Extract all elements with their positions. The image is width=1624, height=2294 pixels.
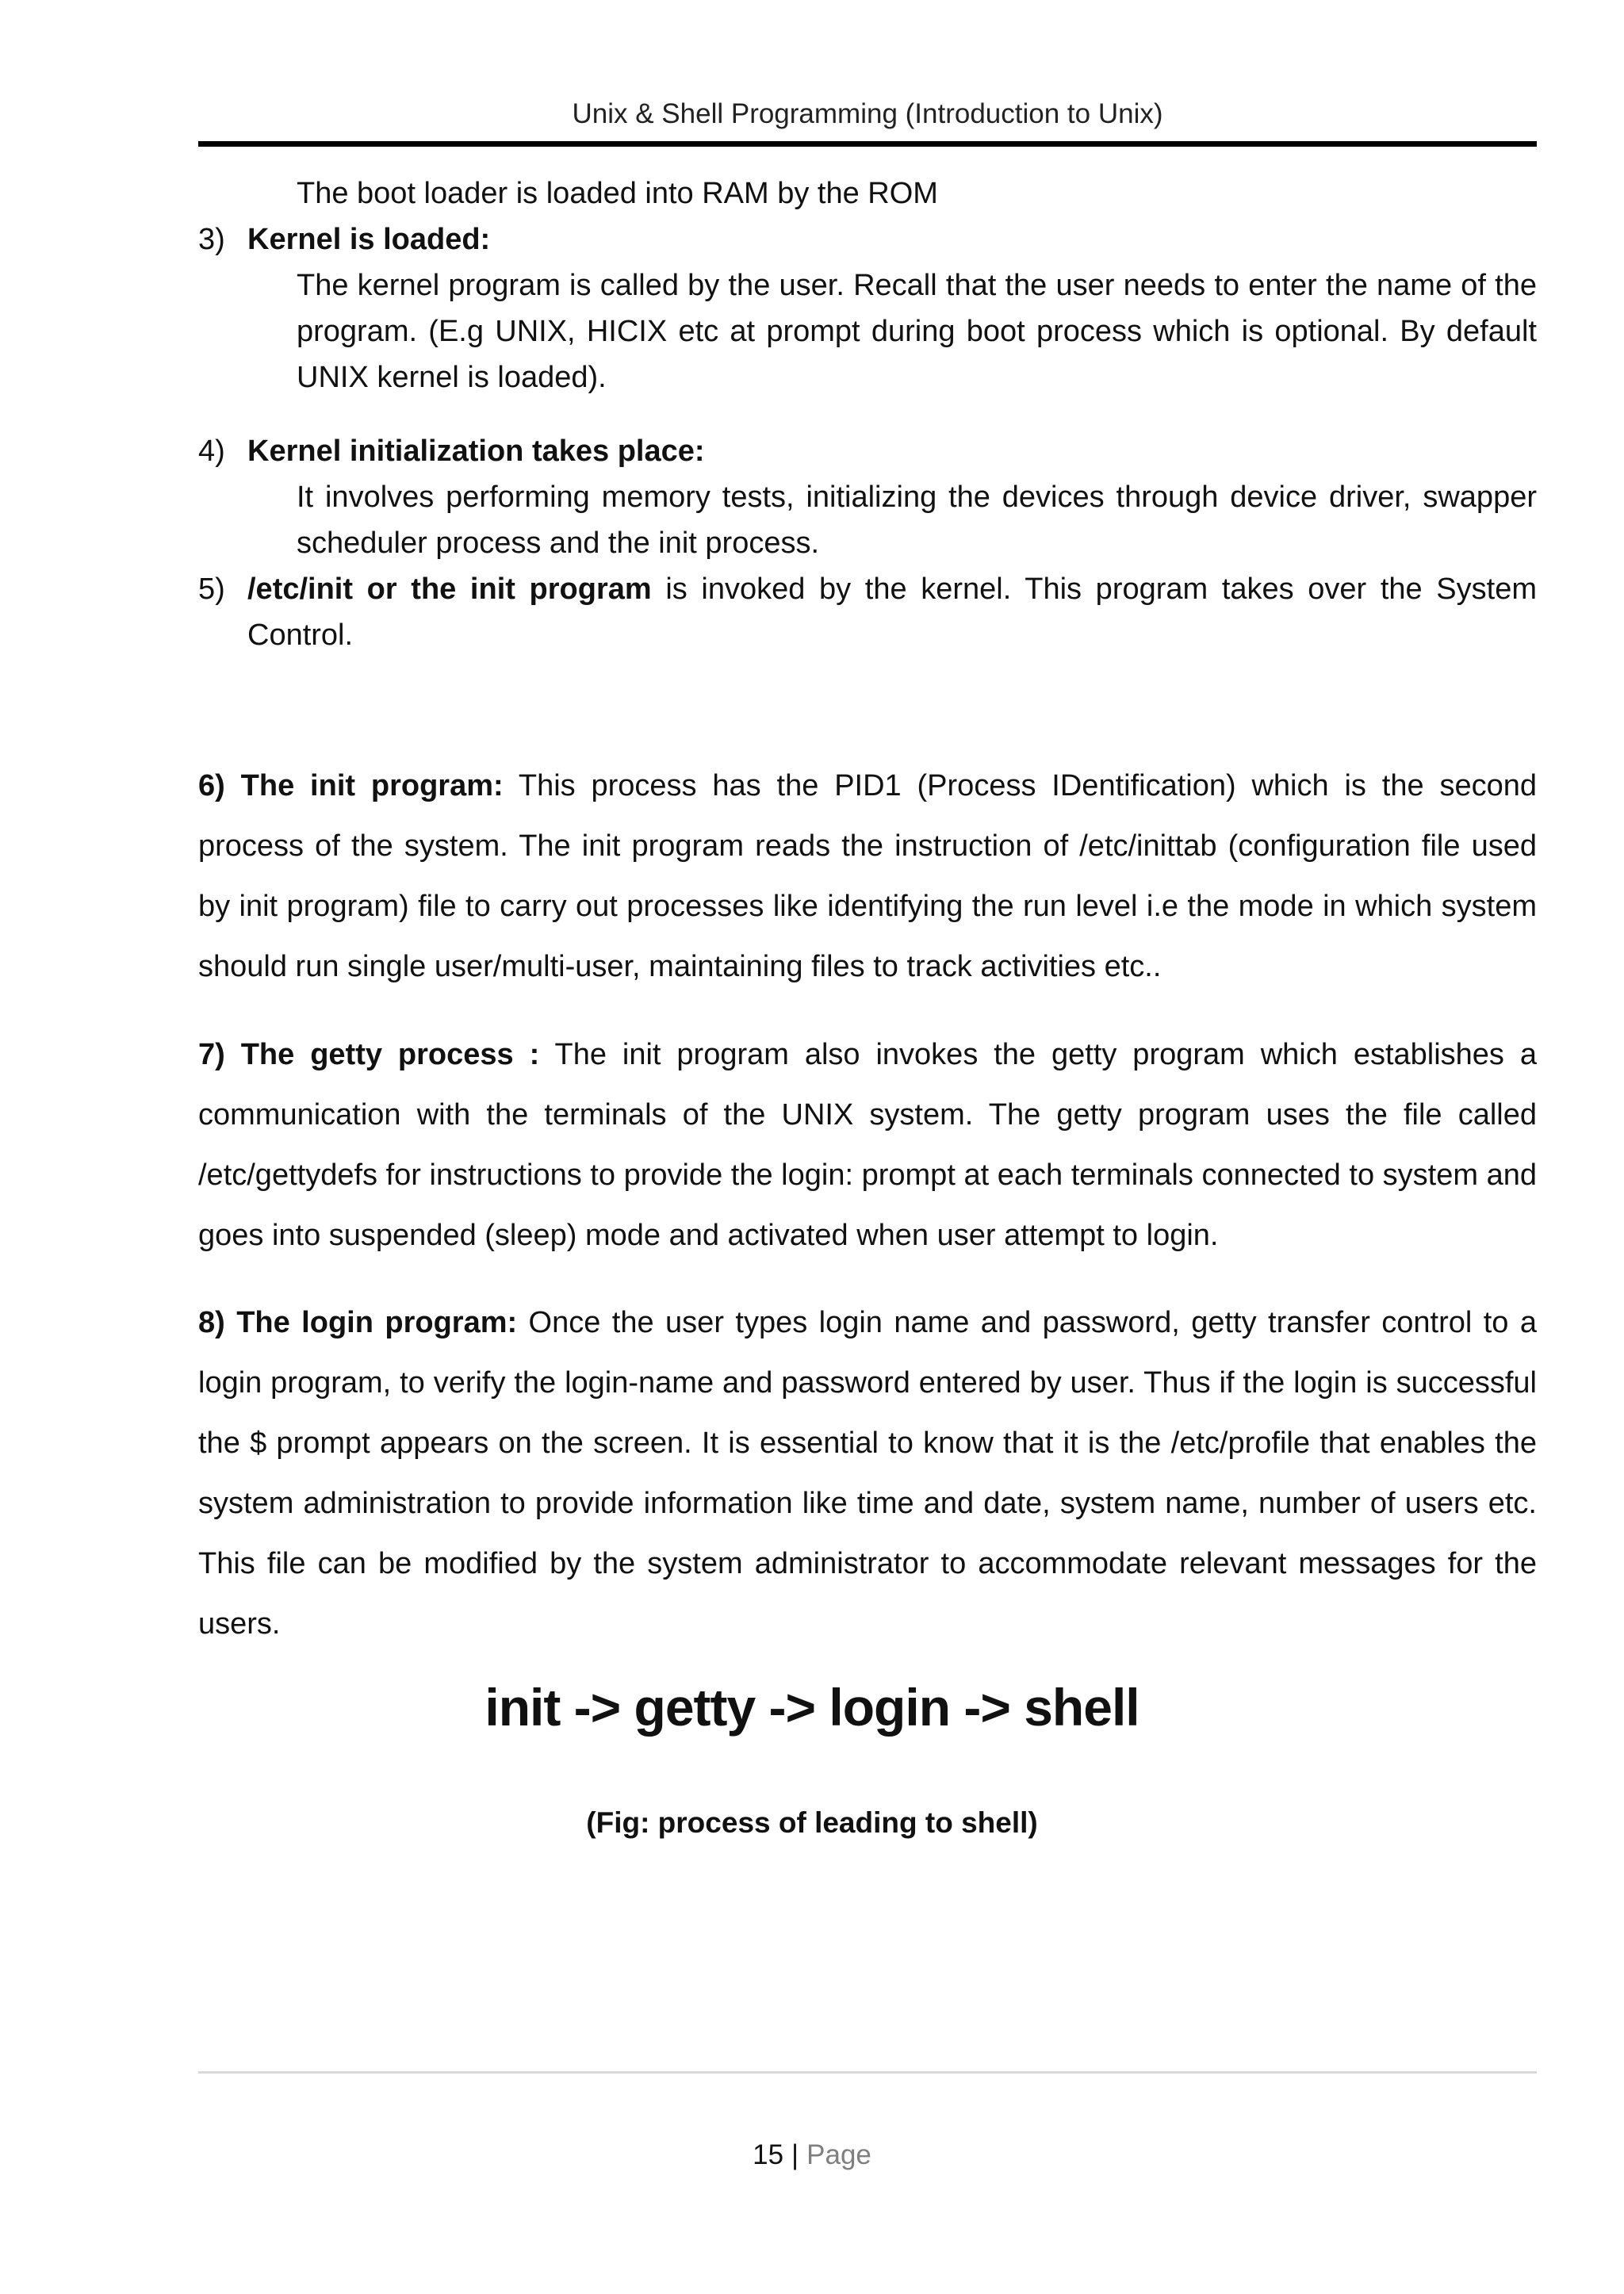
running-header: Unix & Shell Programming (Introduction to Unix) [572,98,1163,129]
paragraph-body: Once the user types login name and password, getty transfer control to a login program, to verify the login-name and password entered by user. Thus if the login is successful the $ prompt appears on the screen. It is essential to know that it is the /etc/profile that enables the system administration to provide information like time and date, system name, number of users etc. This file can be modified by the system administrator to accommodate relevant messages for the users. [198,1306,1537,1641]
paragraph-getty-process [198,1024,1537,1266]
list-item-text [247,566,1537,658]
paragraph-title: 7) The getty process : [198,1038,540,1071]
page-footer [0,2139,1624,2171]
header-rule [198,141,1537,147]
list-item-title: Kernel is loaded: [247,223,491,256]
list-item-title: /etc/init or the init program [247,573,652,606]
list-item-number: 4) [198,435,225,468]
footer-separator: | [791,2139,799,2170]
paragraph-title: 8) The login program: [198,1306,518,1339]
list-item-number: 5) [198,573,225,606]
paragraph-login-program [198,1293,1537,1654]
process-flow-figure: init -> getty -> login -> shell [485,1678,1139,1737]
list-item-body: It involves performing memory tests, initializing the devices through device driver, swapper scheduler process and the init process. [297,481,1537,560]
page-number: 15 [753,2139,784,2170]
paragraph-title: 6) The init program: [198,769,504,802]
list-item-title: Kernel initialization takes place: [247,435,705,468]
paragraph-body: This process has the PID1 (Process IDentification) which is the second process of the system. The init program reads the instruction of /etc/inittab (configuration file used by init program) file to carry out processes like identifying the run level i.e the mode in which system should run single user/multi-user, maintaining files to track activities etc.. [198,769,1537,983]
paragraph-body: The init program also invokes the getty program which establishes a communication with the terminals of the UNIX system. The getty program uses the file called /etc/gettydefs for instructions to provide the login: prompt at each terminals connected to system and goes into suspended (sleep) mode and activated when user attempt to login. [198,1038,1537,1252]
list-item-body: is invoked by the kernel. This program takes over the System Control. [247,573,1537,652]
page-label: Page [806,2139,871,2170]
figure-caption: (Fig: process of leading to shell) [586,1806,1038,1839]
intro-line: The boot loader is loaded into RAM by the ROM [297,177,938,210]
footer-rule [198,2071,1537,2074]
list-item-number: 3) [198,223,225,256]
paragraph-init-program [198,756,1537,997]
list-item-body: The kernel program is called by the user. Recall that the user needs to enter the name of the program. (E.g UNIX, HICIX etc at prompt during boot process which is optional. By default UNIX kernel is loaded). [297,269,1537,394]
